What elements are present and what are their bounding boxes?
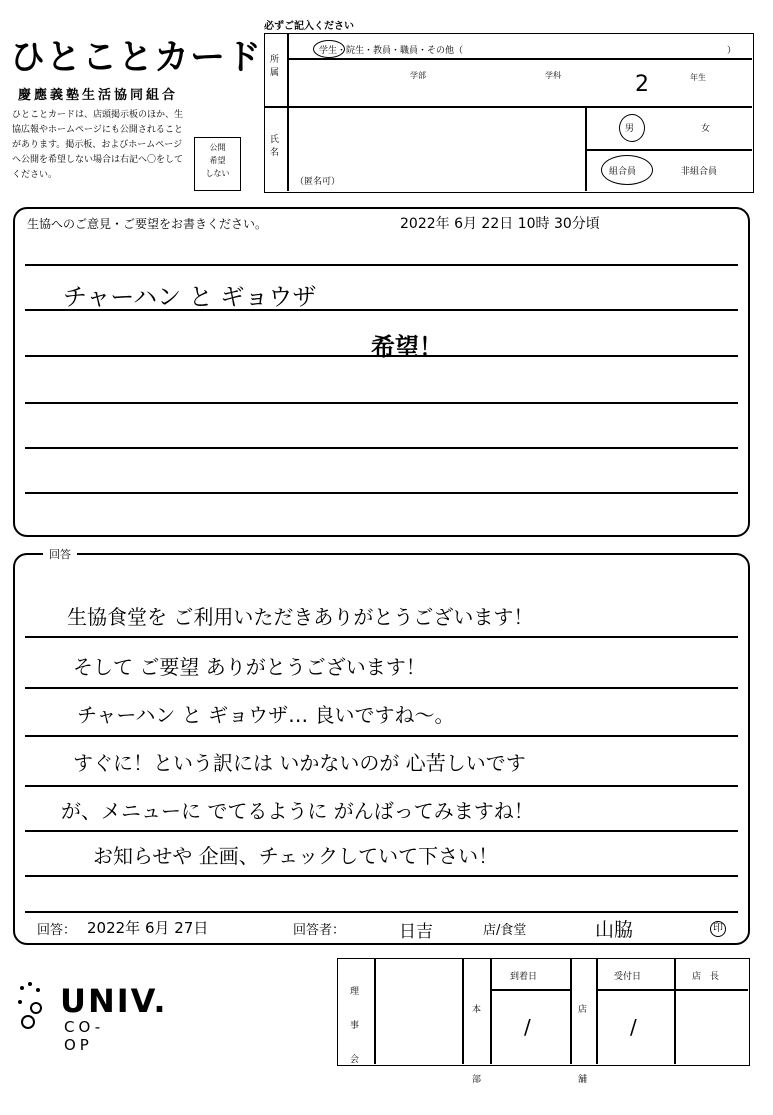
writing-line [25,830,738,832]
affiliation-options[interactable]: 学生・院生・教員・職員・その他（ [319,46,464,56]
affiliation-close: ） [727,46,737,56]
member-option[interactable]: 組合員 [609,167,637,177]
store-office-label [578,975,587,1115]
responder-name[interactable]: 山脇 [595,919,634,941]
reply-line[interactable]: 生協食堂を ご利用いただきありがとうございます！ [67,605,534,629]
writing-line [25,636,738,638]
received-label: 受付日 [614,972,642,982]
opinion-date[interactable]: 2022年 6月 22日 10時 30分頃 [400,216,600,232]
affiliation-label: 所属 [270,55,280,78]
writing-line [25,264,738,266]
gender-male[interactable]: 男 [625,124,635,134]
reply-box [13,548,750,945]
hq-label [472,975,481,1115]
writing-line [25,735,738,737]
hq-char: 本 [472,1005,482,1015]
opinion-line[interactable]: チャーハン と ギョウザ [63,283,317,311]
board-char: 事 [350,1021,360,1031]
logo-line2: CO-OP [64,1018,105,1054]
reply-line[interactable]: お知らせや 企画、チェックしていて下さい！ [93,844,499,868]
divider [287,58,752,60]
arrival-date[interactable]: / [524,1015,531,1039]
coop-logo-icon [14,978,54,1038]
reply-line[interactable]: チャーハン と ギョウザ… 良いですね〜。 [77,703,455,727]
publish-opt-out-line: 希望 [209,156,226,165]
board-label [350,975,359,1077]
publication-note: ひとことカードは、店頭掲示板のほか、生協広報やホームページにも公開されることがあります。掲示板、およびホームページへ公開を希望しない場合は右記へ〇をしてください。 [12,110,184,180]
store-suffix: 店/食堂 [483,923,527,938]
reply-line[interactable]: が、メニューに でてるように がんばってみますね！ [61,799,534,823]
writing-line [25,785,738,787]
name-label: 氏名 [270,135,280,158]
arrival-label: 到着日 [510,972,538,982]
year-value[interactable]: 2 [635,72,649,97]
reply-date-label: 回答： [37,923,77,938]
must-fill-label: 必ずご記入ください [264,21,354,32]
gender-female[interactable]: 女 [701,124,711,134]
name-field[interactable] [295,124,575,164]
writing-line [25,402,738,404]
opinion-line[interactable]: 希望！ [371,333,443,361]
opinion-label: 生協へのご意見・ご要望をお書きください。 [27,217,268,231]
divider [265,106,752,108]
coop-name: 慶應義塾生活協同組合 [18,88,179,103]
reply-label: 回答 [43,546,77,562]
opinion-box [13,207,750,537]
writing-line [25,492,738,494]
faculty-label: 学部 [410,71,426,80]
writing-line [25,875,738,877]
dept-label: 学科 [545,71,561,80]
store-office-char: 店 [578,1005,588,1015]
univ-coop-logo [14,978,168,1054]
publish-opt-out-box[interactable] [194,137,241,191]
board-char: 理 [350,987,360,997]
reply-line[interactable]: すぐに！という訳には いかないのが 心苦しいです [73,751,526,775]
year-label: 年生 [690,73,706,82]
store-office-char: 舗 [578,1075,588,1085]
card-title: ひとことカード [10,38,263,78]
non-member-option[interactable]: 非組合員 [681,167,718,177]
seal-mark: 印 [710,921,726,937]
reply-date[interactable]: 2022年 6月 27日 [87,919,209,937]
responder-label: 回答者： [293,923,346,938]
writing-line [25,911,738,913]
manager-label: 店 長 [692,972,720,982]
board-char: 会 [350,1055,360,1065]
office-stamp-table [337,958,750,1085]
logo-line1: UNIV. [60,982,168,1020]
publish-opt-out-line: 公開 [209,143,226,152]
divider [585,149,752,151]
hq-char: 部 [472,1075,482,1085]
reply-line[interactable]: そして ご要望 ありがとうございます！ [73,655,426,679]
writing-line [25,687,738,689]
writing-line [25,447,738,449]
store-name[interactable]: 日吉 [399,922,433,942]
pen-name-note: （匿名可） [295,177,341,187]
received-date[interactable]: / [630,1015,637,1039]
member-info-box [264,33,754,193]
publish-opt-out-line: しない [205,169,230,178]
